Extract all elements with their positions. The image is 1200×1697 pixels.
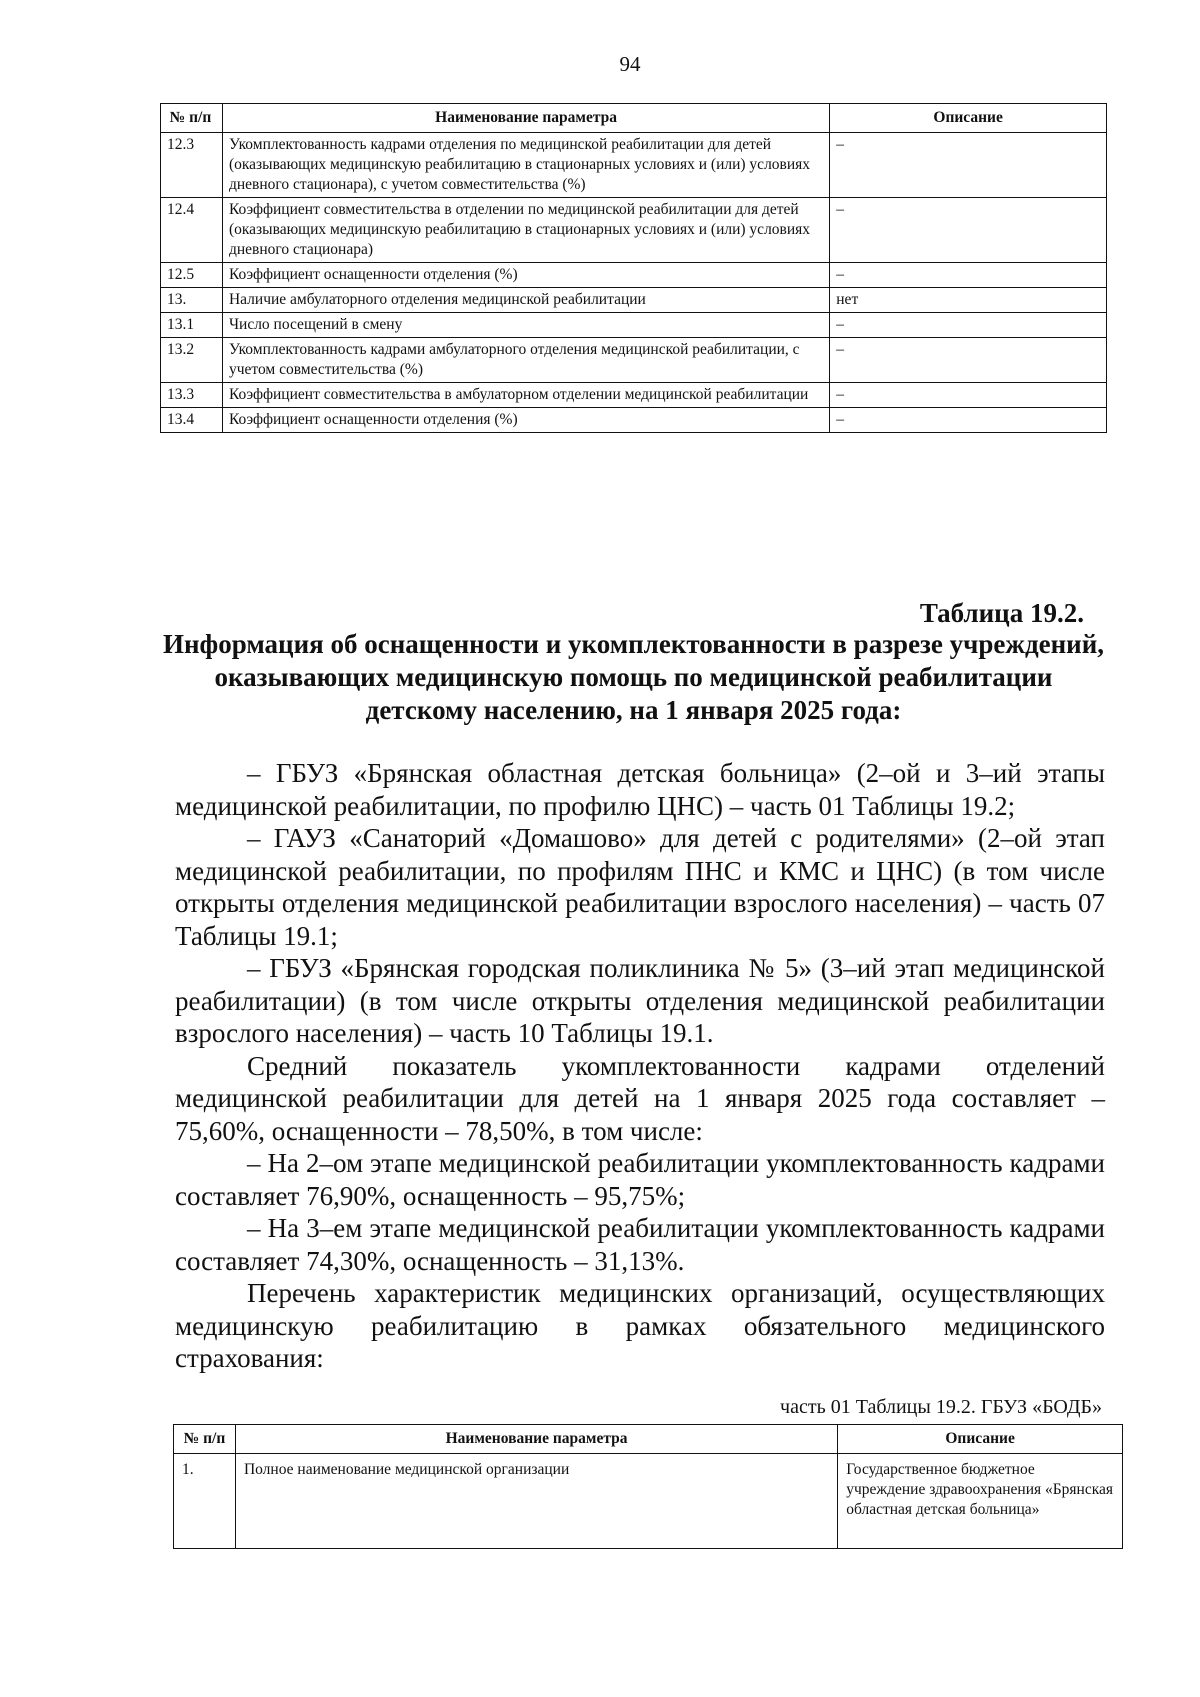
- row-description: –: [830, 263, 1107, 288]
- row-number: 13.: [161, 288, 223, 313]
- paragraph: Перечень характеристик медицинских организаций, осуществляющих медицинскую реабилитацию в рамках обязательного медицинского страхования:: [175, 1278, 1105, 1373]
- row-description: –: [830, 338, 1107, 383]
- row-parameter: Коэффициент оснащенности отделения (%): [222, 408, 829, 433]
- row-number: 12.4: [161, 198, 223, 263]
- table-row: [161, 313, 1107, 338]
- header-description: Описание: [838, 1425, 1123, 1454]
- table-row: [161, 383, 1107, 408]
- paragraph: – На 2–ом этапе медицинской реабилитации укомплектованность кадрами составляет 76,90%, оснащенность – 95,75%;: [175, 1148, 1105, 1211]
- header-parameter: Наименование параметра: [235, 1425, 837, 1454]
- part-caption: часть 01 Таблицы 19.2. ГБУЗ «БОДБ»: [780, 1396, 1102, 1418]
- row-parameter: Число посещений в смену: [222, 313, 829, 338]
- continuation-table: [160, 103, 1107, 433]
- row-description: –: [830, 383, 1107, 408]
- row-description: нет: [830, 288, 1107, 313]
- table-header-row: [174, 1425, 1123, 1454]
- paragraph: – ГБУЗ «Брянская городская поликлиника № 5» (3–ий этап медицинской реабилитации) (в том числе открыты отделения медицинской реабилитации взрослого населения) – часть 10 Таблицы 19.1.: [175, 953, 1105, 1048]
- row-parameter: Укомплектованность кадрами амбулаторного отделения медицинской реабилитации, с учетом совместительства (%): [222, 338, 829, 383]
- row-parameter: Полное наименование медицинской организации: [235, 1454, 837, 1549]
- table-row: [161, 288, 1107, 313]
- row-number: 1.: [174, 1454, 236, 1549]
- table-header-row: [161, 104, 1107, 133]
- organization-table: [173, 1424, 1123, 1549]
- row-parameter: Наличие амбулаторного отделения медицинской реабилитации: [222, 288, 829, 313]
- table-row: [161, 263, 1107, 288]
- table-caption: Таблица 19.2.: [919, 598, 1084, 628]
- paragraph: – ГАУЗ «Санаторий «Домашово» для детей с родителями» (2–ой этап медицинской реабилитации, по профилям ПНС и КМС и ЦНС) (в том числе открыты отделения медицинской реабилитации взрослого населения) – часть 07 Таблицы 19.1;: [175, 823, 1105, 951]
- row-number: 12.3: [161, 133, 223, 198]
- page-number: 94: [619, 52, 641, 76]
- table-title: Информация об оснащенности и укомплектованности в разрезе учреждений, оказывающих медицинскую помощь по медицинской реабилитации детскому населению, на 1 января 2025 года:: [162, 629, 1105, 725]
- row-number: 12.5: [161, 263, 223, 288]
- row-parameter: Коэффициент совместительства в отделении по медицинской реабилитации для детей (оказывающих медицинскую реабилитацию в стационарных условиях и (или) условиях дневного стационара): [222, 198, 829, 263]
- table-row: [161, 133, 1107, 198]
- row-description: –: [830, 313, 1107, 338]
- row-parameter: Коэффициент совместительства в амбулаторном отделении медицинской реабилитации: [222, 383, 829, 408]
- paragraph: – ГБУЗ «Брянская областная детская больница» (2–ой и 3–ий этапы медицинской реабилитации, по профилю ЦНС) – часть 01 Таблицы 19.2;: [175, 758, 1105, 821]
- paragraph: – На 3–ем этапе медицинской реабилитации укомплектованность кадрами составляет 74,30%, оснащенность – 31,13%.: [175, 1213, 1105, 1276]
- paragraph: Средний показатель укомплектованности кадрами отделений медицинской реабилитации для детей на 1 января 2025 года составляет – 75,60%, оснащенности – 78,50%, в том числе:: [175, 1050, 1105, 1146]
- header-number: № п/п: [174, 1425, 236, 1454]
- row-parameter: Укомплектованность кадрами отделения по медицинской реабилитации для детей (оказывающих медицинскую реабилитацию в стационарных условиях и (или) условиях дневного стационара), с учетом совместительства (%): [222, 133, 829, 198]
- table-row: [161, 408, 1107, 433]
- table-row: [161, 338, 1107, 383]
- row-number: 13.1: [161, 313, 223, 338]
- row-description: –: [830, 133, 1107, 198]
- table-row: [161, 198, 1107, 263]
- row-number: 13.4: [161, 408, 223, 433]
- header-description: Описание: [830, 104, 1107, 133]
- body-text: [175, 757, 1105, 1375]
- row-parameter: Коэффициент оснащенности отделения (%): [222, 263, 829, 288]
- row-description: –: [830, 198, 1107, 263]
- row-number: 13.3: [161, 383, 223, 408]
- header-number: № п/п: [161, 104, 223, 133]
- row-description: Государственное бюджетное учреждение здравоохранения «Брянская областная детская больница»: [838, 1454, 1123, 1549]
- table-row: [174, 1454, 1123, 1549]
- row-number: 13.2: [161, 338, 223, 383]
- header-parameter: Наименование параметра: [222, 104, 829, 133]
- row-description: –: [830, 408, 1107, 433]
